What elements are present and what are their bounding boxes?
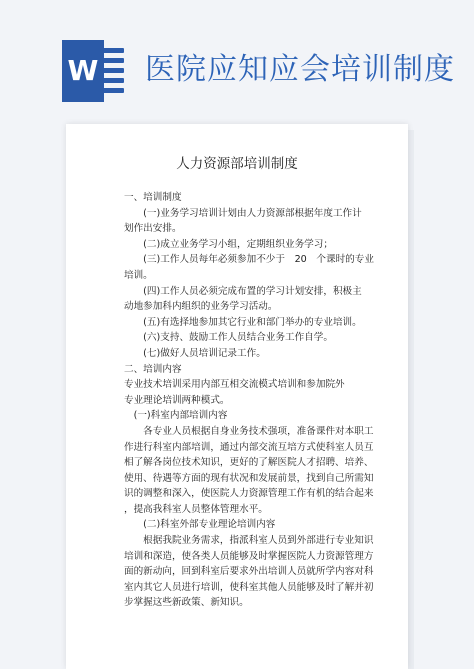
page-title: 医院应知应会培训制度 — [145, 52, 455, 87]
document-line: 培训。 — [124, 269, 153, 281]
document-line: 培训和深造，使各类人员能够及时掌握医院人力资源管理方 — [124, 550, 374, 562]
document-line: (三)工作人员每年必须参加不少于 20 个课时的专业 — [124, 254, 374, 266]
document-line: (二)成立业务学习小组，定期组织业务学习； — [124, 238, 333, 250]
document-line: 室内其它人员进行培训，使科室其他人员能够及时了解并初 — [124, 581, 374, 593]
document-line: 面的新动向，回到科室后要求外出培训人员就所学内容对科 — [124, 566, 374, 578]
document-line: 划作出安排。 — [124, 223, 182, 235]
document-page — [66, 124, 408, 669]
page-header — [0, 0, 474, 110]
word-logo-letter: W — [62, 40, 104, 102]
document-line: ，提高我科室人员整体管理水平。 — [124, 503, 268, 515]
document-line: 一、培训制度 — [124, 192, 182, 203]
document-line: 各专业人员根据自身业务技术强项，准备课件对本职工 — [124, 425, 374, 437]
document-line: (七)做好人员培训记录工作。 — [124, 347, 266, 359]
document-line: 根据我院业务需求，指派科室人员到外部进行专业知识 — [124, 535, 374, 547]
document-line: 专业理论培训两种模式。 — [124, 394, 230, 406]
document-line: 专业技术培训采用内部互相交流模式培训和参加院外 — [124, 379, 345, 391]
document-title: 人力资源部培训制度 — [176, 156, 298, 172]
document-line: (一)业务学习培训计划由人力资源部根据年度工作计 — [124, 207, 362, 219]
document-body — [124, 190, 374, 611]
document-line: (一)科室内部培训内容 — [124, 410, 228, 422]
document-line: (六)支持、鼓励工作人员结合业务工作自学。 — [124, 332, 333, 344]
document-line: 使用、待遇等方面的现有状况和发展前景，找到自己所需知 — [124, 472, 374, 484]
document-line: (二)科室外部专业理论培训内容 — [124, 519, 276, 531]
word-document-icon — [62, 40, 124, 102]
document-line: 识的调整和深入，使医院人力资源管理工作有机的结合起来 — [124, 488, 374, 500]
document-line: 作进行科室内部培训，通过内部交流互培方式使科室人员互 — [124, 441, 374, 453]
document-line: 动地参加科内组织的业务学习活动。 — [124, 301, 278, 313]
document-line: 相了解各岗位技术知识，更好的了解医院人才招聘、培养、 — [124, 457, 374, 469]
document-line: 二、培训内容 — [124, 363, 182, 375]
document-line: (四)工作人员必须完成布置的学习计划安排，积极主 — [124, 285, 362, 297]
document-line: (五)有选择地参加其它行业和部门举办的专业培训。 — [124, 316, 362, 328]
document-line: 步掌握这些新政策、新知识。 — [124, 597, 249, 609]
